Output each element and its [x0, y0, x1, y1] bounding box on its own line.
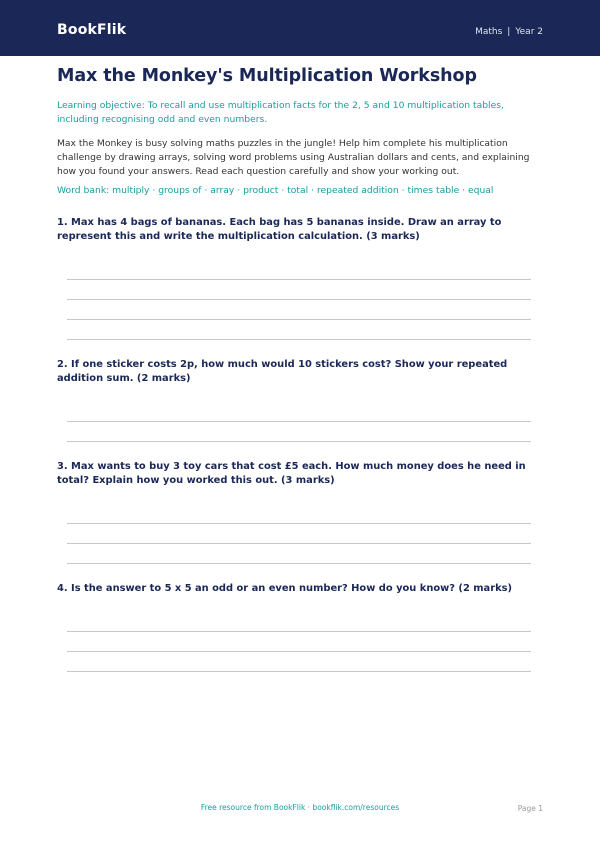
answer-line[interactable]: [67, 563, 531, 564]
page-header: [0, 0, 600, 56]
page-number: Page 1: [517, 804, 543, 813]
answer-line[interactable]: [67, 319, 531, 320]
subject-year-label: [475, 27, 543, 37]
answer-line[interactable]: [67, 279, 531, 280]
answer-line[interactable]: [67, 631, 531, 632]
answer-line[interactable]: [67, 543, 531, 544]
answer-line[interactable]: [67, 421, 531, 422]
answer-line[interactable]: [67, 651, 531, 652]
question-3: 3. Max wants to buy 3 toy cars that cost £5 each. How much money does he need in total? Explain how you worked this out. (3 marks): [57, 461, 526, 486]
answer-line[interactable]: [67, 441, 531, 442]
answer-line[interactable]: [67, 523, 531, 524]
worksheet-title: Max the Monkey's Multiplication Workshop: [57, 66, 477, 86]
intro-paragraph: Max the Monkey is busy solving maths puzzles in the jungle! Help him complete his multiplication challenge by drawing arrays, solving word problems using Australian dollars and cents, and explaining how you found your answers. Read each question carefully and show your working out.: [57, 138, 530, 177]
meta-separator: |: [507, 27, 511, 37]
answer-line[interactable]: [67, 671, 531, 672]
question-1: 1. Max has 4 bags of bananas. Each bag has 5 bananas inside. Draw an array to represent this and write the multiplication calculation. (3 marks): [57, 217, 502, 242]
learning-objective: Learning objective: To recall and use multiplication facts for the 2, 5 and 10 multiplication tables, including recognising odd and even numbers.: [57, 100, 504, 125]
question-2: 2. If one sticker costs 2p, how much would 10 stickers cost? Show your repeated addition sum. (2 marks): [57, 359, 508, 384]
subject-label: Maths: [475, 27, 503, 37]
question-4: 4. Is the answer to 5 x 5 an odd or an even number? How do you know? (2 marks): [57, 583, 513, 594]
answer-line[interactable]: [67, 299, 531, 300]
answer-line[interactable]: [67, 339, 531, 340]
footer-source-link[interactable]: Free resource from BookFlik · bookflik.com/resources: [200, 803, 400, 812]
brand-logo-text[interactable]: BookFlik: [57, 22, 127, 38]
year-label: Year 2: [515, 27, 543, 37]
word-bank: Word bank: multiply · groups of · array · product · total · repeated addition · times table · equal: [57, 185, 494, 196]
